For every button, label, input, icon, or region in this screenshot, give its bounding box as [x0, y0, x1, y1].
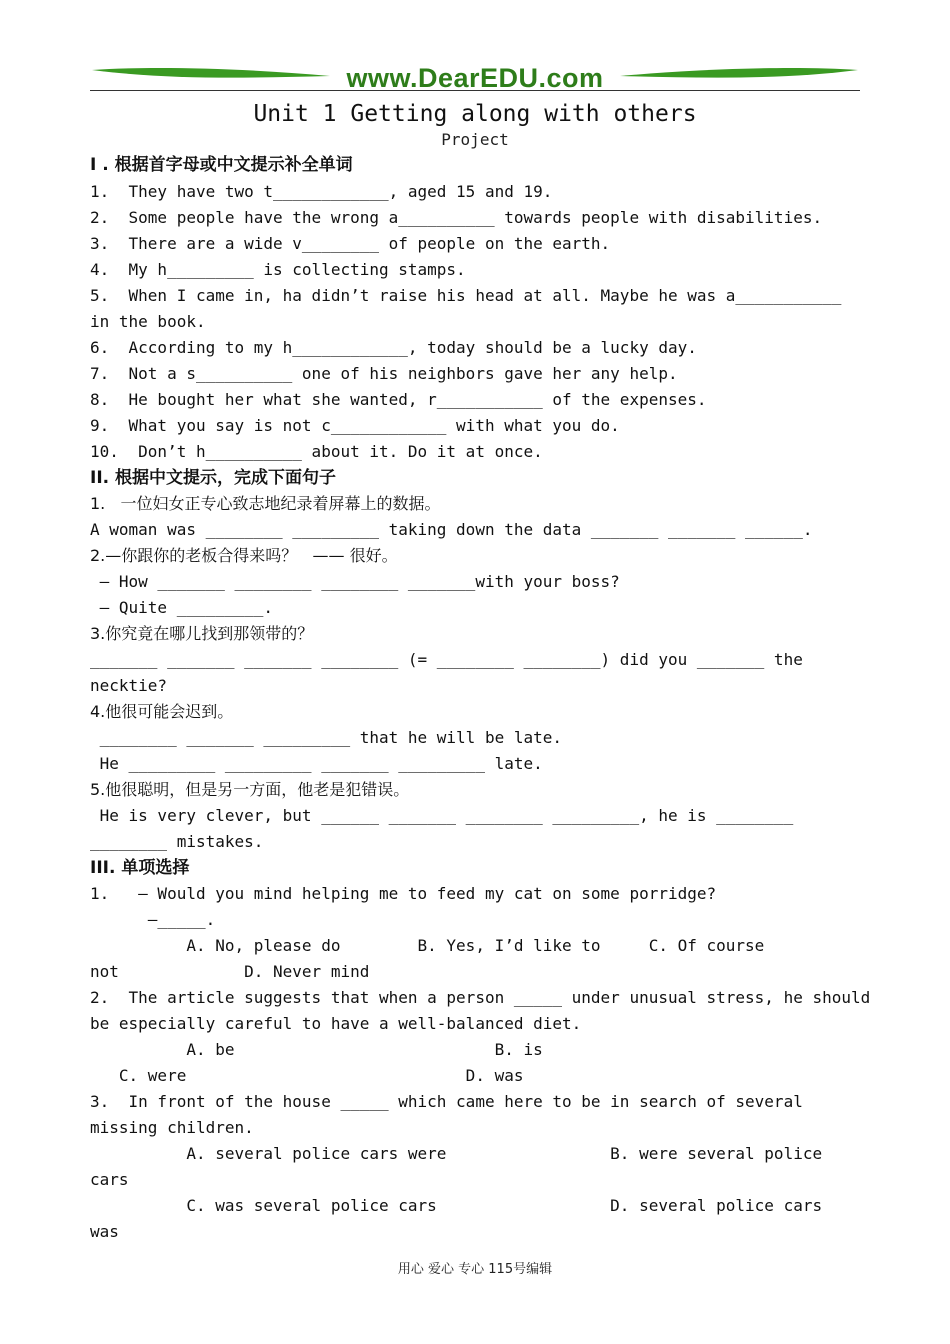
exercise-line: ________ mistakes. — [90, 832, 264, 851]
option-line: A. No, please do B. Yes, I’d like to C. Of course — [90, 936, 765, 955]
exercise-line: 6. According to my h____________, today should be a lucky day. — [90, 338, 697, 357]
exercise-line: 3. There are a wide v________ of people on the earth. — [90, 234, 611, 253]
site-brand[interactable]: www.DearEDU.com — [346, 63, 604, 93]
exercise-line: — How _______ ________ ________ _______with your boss? — [90, 572, 620, 591]
exercise-line: 8. He bought her what she wanted, r___________ of the expenses. — [90, 390, 707, 409]
exercise-line: 1. 一位妇女正专心致志地纪录着屏幕上的数据。 — [90, 494, 441, 513]
exercise-line: He is very clever, but ______ _______ ________ _________, he is ________ — [90, 806, 794, 825]
exercise-line: necktie? — [90, 676, 168, 695]
page-title: Unit 1 Getting along with others — [253, 101, 697, 127]
exercise-line: 2.—你跟你的老板合得来吗？ —— 很好。 — [90, 546, 398, 565]
exercise-line: missing children. — [90, 1118, 254, 1137]
option-line: not D. Never mind — [90, 962, 370, 981]
exercise-line: 2. Some people have the wrong a__________ towards people with disabilities. — [90, 208, 823, 227]
section-3-heading: III. 单项选择 — [90, 858, 190, 878]
exercise-line: be especially careful to have a well-balanced diet. — [90, 1014, 582, 1033]
exercise-line: A woman was ________ _________ taking down the data _______ _______ ______. — [90, 520, 813, 539]
exercise-line: in the book. — [90, 312, 206, 331]
section-1-heading: I . 根据首字母或中文提示补全单词 — [90, 155, 353, 175]
header-rule — [90, 90, 860, 91]
exercise-line: 7. Not a s__________ one of his neighbors gave her any help. — [90, 364, 678, 383]
exercise-line: 5. When I came in, ha didn’t raise his head at all. Maybe he was a___________ — [90, 286, 842, 305]
option-line: C. was several police cars D. several police cars — [90, 1196, 823, 1215]
option-line: A. be B. is — [90, 1040, 543, 1059]
exercise-line: 5.他很聪明，但是另一方面，他老是犯错误。 — [90, 780, 410, 799]
page-subtitle: Project — [441, 130, 509, 149]
option-line: was — [90, 1222, 119, 1241]
exercise-line: 3.你究竟在哪儿找到那领带的？ — [90, 624, 314, 643]
exercise-line: 2. The article suggests that when a person _____ under unusual stress, he should — [90, 988, 871, 1007]
exercise-line: ________ _______ _________ that he will be late. — [90, 728, 563, 747]
exercise-line: _______ _______ _______ ________ (= ________ ________) did you _______ the — [90, 650, 803, 669]
option-line: cars — [90, 1170, 129, 1189]
exercise-line: 1. — Would you mind helping me to feed my cat on some porridge? — [90, 884, 717, 903]
option-line: A. several police cars were B. were several police — [90, 1144, 823, 1163]
exercise-line: 9. What you say is not c____________ with what you do. — [90, 416, 620, 435]
exercise-line: —_____. — [90, 910, 216, 929]
exercise-line: 10. Don’t h__________ about it. Do it at once. — [90, 442, 543, 461]
exercise-line: 4.他很可能会迟到。 — [90, 702, 234, 721]
exercise-line: 4. My h_________ is collecting stamps. — [90, 260, 466, 279]
section-2-heading: II. 根据中文提示，完成下面句子 — [90, 468, 337, 488]
page-footer: 用心 爱心 专心 115号编辑 — [397, 1262, 553, 1277]
exercise-line: — Quite _________. — [90, 598, 274, 617]
exercise-line: He _________ _________ _______ _________ late. — [90, 754, 543, 773]
exercise-line: 1. They have two t____________, aged 15 and 19. — [90, 182, 553, 201]
exercise-line: 3. In front of the house _____ which came here to be in search of several — [90, 1092, 803, 1111]
option-line: C. were D. was — [90, 1066, 524, 1085]
